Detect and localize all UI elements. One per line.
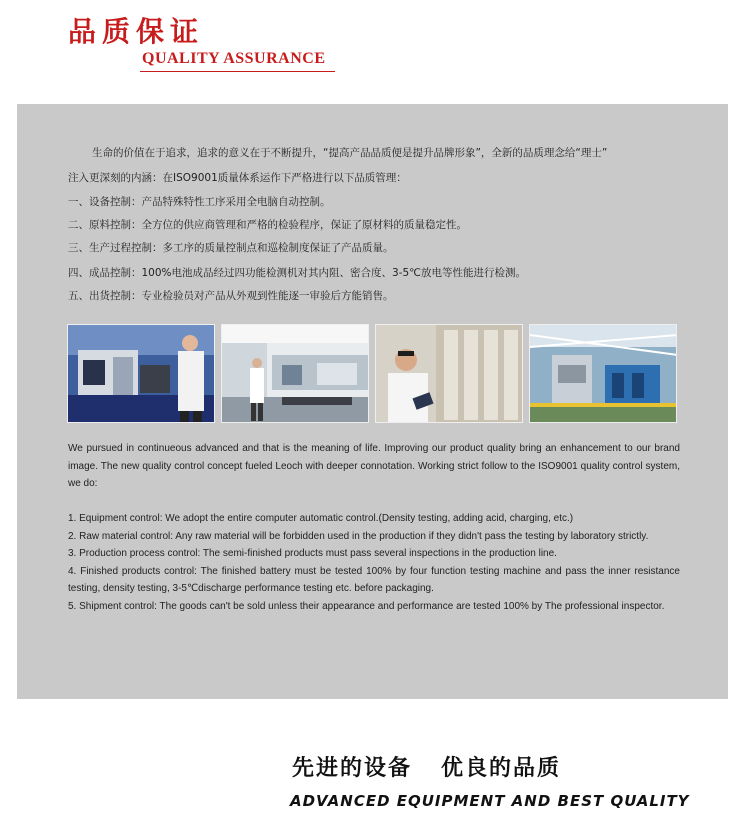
en-item-process: 3. Production process control: The semi-finished products must pass several inspections in the production line. <box>68 548 557 559</box>
cn-item-equipment: 一、设备控制：产品特殊特性工序采用全电脑自动控制。 <box>68 196 331 208</box>
cn-item-raw-material: 二、原料控制：全方位的供应商管理和严格的检验程序，保证了原材料的质量稳定性。 <box>68 219 467 231</box>
english-text-block <box>68 440 680 615</box>
photo-strip <box>67 324 678 423</box>
photo-inspector <box>375 324 523 423</box>
photo-lab-testing <box>67 324 215 423</box>
cn-item-shipment: 五、出货控制：专业检验员对产品从外观到性能逐一审验后方能销售。 <box>68 290 394 302</box>
cn-intro-line: 生命的价值在于追求，追求的意义在于不断提升，“提高产品品质便是提升品牌形象”，全新的品质理念给“理士” <box>92 147 608 159</box>
cn-item-finished: 四、成品控制：100%电池成品经过四功能检测机对其内阻、密合度、3-5℃放电等性能进行检测。 <box>68 267 526 279</box>
en-item-shipment: 5. Shipment control: The goods can't be sold unless their appearance and performance are tested 100% by The professional inspector. <box>68 600 665 612</box>
en-item-raw-material: 2. Raw material control: Any raw material will be forbidden used in the production if they didn't pass the testing by laboratory strictly. <box>68 530 649 542</box>
photo-laboratory <box>221 324 369 423</box>
section-title-en: QUALITY ASSURANCE <box>142 50 326 67</box>
photo-production-line <box>529 324 677 423</box>
en-item-equipment: 1. Equipment control: We adopt the entire computer automatic control.(Density testing, adding acid, charging, etc.) <box>68 513 574 524</box>
section-title-cn: 品质保证 <box>68 15 205 48</box>
title-underline <box>140 71 335 72</box>
footer-title-cn: 先进的设备 优良的品质 <box>292 756 561 781</box>
en-item-finished: 4. Finished products control: The finished battery must be tested 100% by four function testing machine and pass the inner resistance testing, density testing, 3-5℃discharge performance testing etc. before packaging. <box>68 565 680 594</box>
en-intro-paragraph: We pursued in continueous advanced and that is the meaning of life. Improving our product quality bring an enhancement to our brand image. The new quality control concept fueled Leoch with deeper connotation. Working strict follow to the ISO9001 quality control system, we do: <box>68 443 680 489</box>
cn-intro-line-2: 注入更深刻的内涵：在ISO9001质量体系运作下严格进行以下品质管理： <box>68 172 407 184</box>
cn-item-process: 三、生产过程控制：多工序的质量控制点和巡检制度保证了产品质量。 <box>68 242 394 254</box>
footer-title-en: ADVANCED EQUIPMENT AND BEST QUALITY <box>290 792 690 810</box>
